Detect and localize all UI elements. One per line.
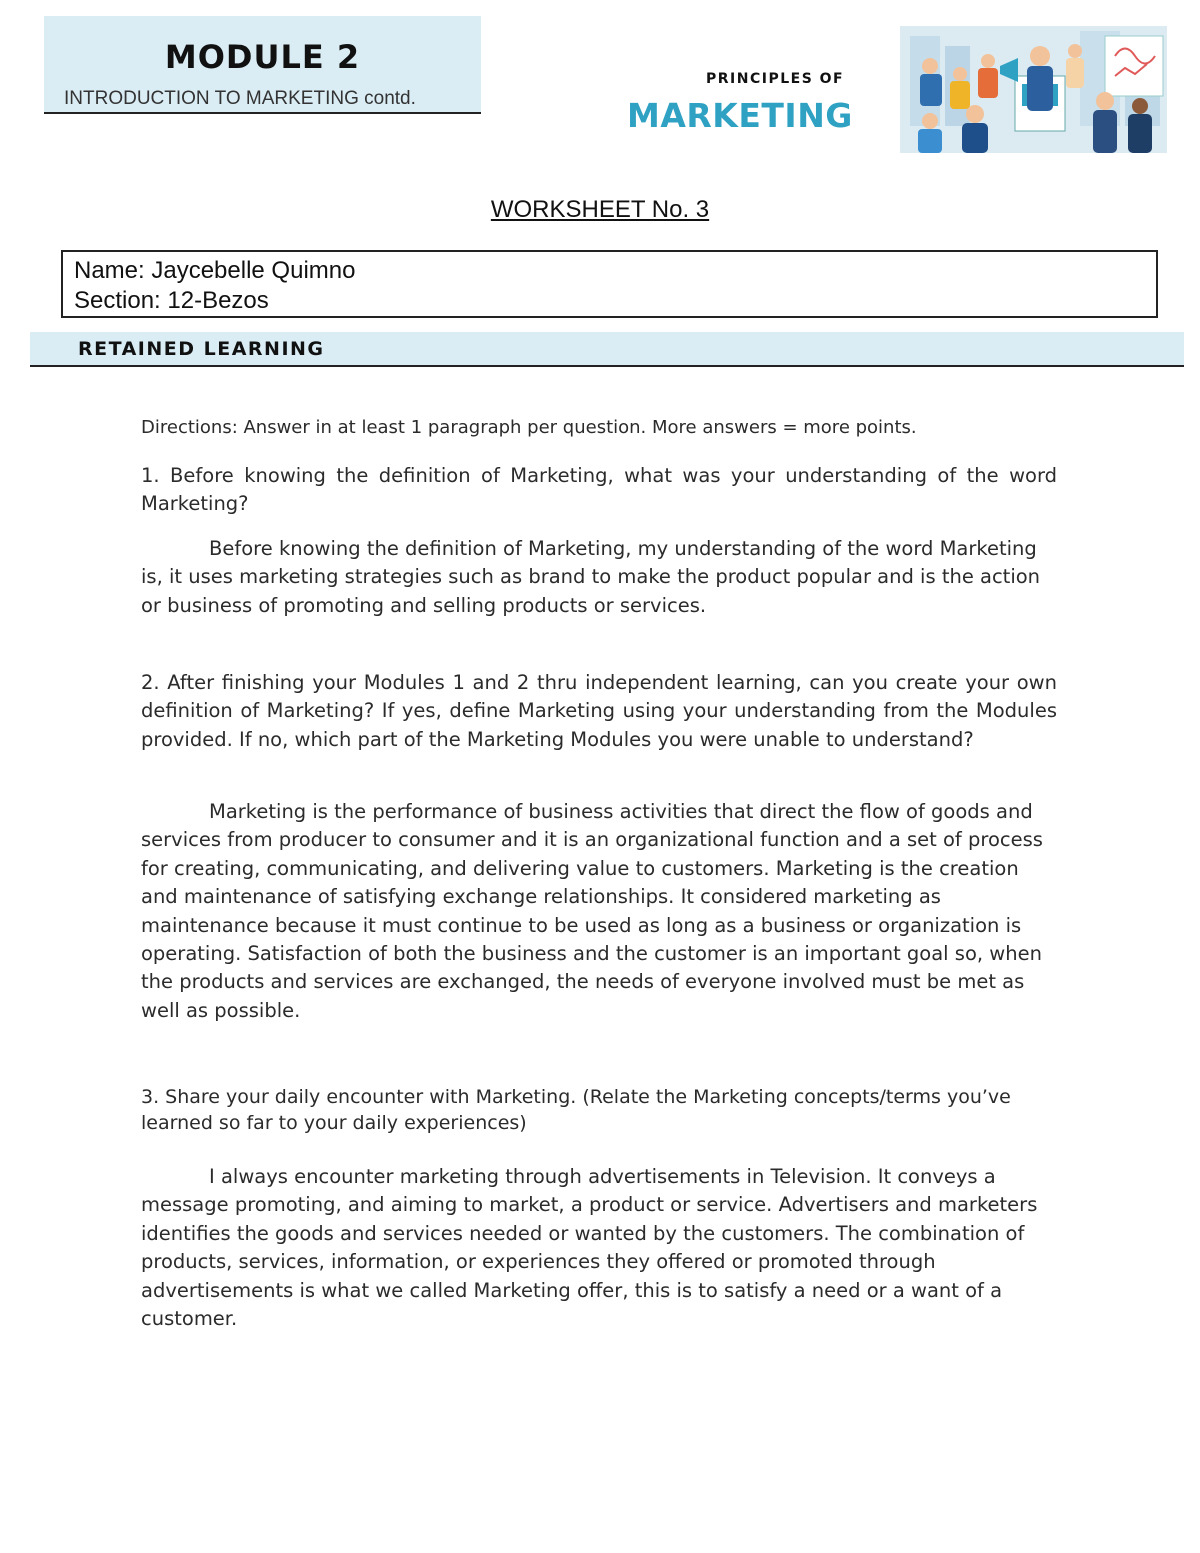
directions-paragraph: Directions: Answer in at least 1 paragraph per question. More answers = more points. [141, 417, 917, 438]
answer-2 [141, 798, 1057, 1025]
question-1-text: 1. Before knowing the definition of Marketing, what was your understanding of the word Marketing? [141, 464, 1057, 516]
answer-3 [141, 1163, 1057, 1333]
question-2 [141, 669, 1057, 754]
student-section: Section: 12-Bezos [74, 287, 269, 314]
marketing-logo-text: MARKETING [627, 96, 853, 135]
student-name: Name: Jaycebelle Quimno [74, 257, 356, 284]
question-3-text: 3. Share your daily encounter with Marketing. (Relate the Marketing concepts/terms you’ve learned so far to your daily experiences) [141, 1086, 1011, 1134]
module-header-box [44, 16, 481, 114]
student-info-box [61, 250, 1158, 318]
module-title: MODULE 2 [164, 38, 361, 76]
directions-text [141, 414, 1057, 442]
answer-2-text: Marketing is the performance of business activities that direct the flow of goods and services from producer to consumer and it is an organizational function and a set of process for creating, communicating, and delivering value to customers. Marketing is the creation and maintenance of satisfying exchange relationships. It considered marketing as maintenance because it must continue to be used as long as a business or organization is operating. Satisfaction of both the business and the customer is an important goal so, when the products and services are exchanged, the needs of everyone involved must be met as well as possible. [141, 800, 1043, 1022]
question-3 [141, 1084, 1057, 1136]
worksheet-title: WORKSHEET No. 3 [490, 196, 710, 223]
question-2-text: 2. After finishing your Modules 1 and 2 thru independent learning, can you create your own definition of Marketing? If yes, define Marketing using your understanding from the Modules provided. If no, which part of the Marketing Modules you were unable to understand? [141, 671, 1057, 751]
section-heading: RETAINED LEARNING [78, 338, 325, 360]
principles-of-label: PRINCIPLES OF [706, 71, 845, 87]
answer-1-text: Before knowing the definition of Marketing, my understanding of the word Marketing is, it uses marketing strategies such as brand to make the product popular and is the action or business of promoting and selling products or services. [141, 537, 1041, 617]
answer-1 [141, 535, 1057, 620]
question-1 [141, 462, 1057, 519]
marketing-team-illustration-icon [900, 26, 1167, 153]
section-heading-bar [30, 332, 1184, 367]
answer-3-text: I always encounter marketing through advertisements in Television. It conveys a message promoting, and aiming to market, a product or service. Advertisers and marketers identifies the goods and services needed or wanted by the customers. The combination of products, services, information, or experiences they offered or promoted through advertisements is what we called Marketing offer, this is to satisfy a need or a want of a customer. [141, 1165, 1038, 1331]
module-subtitle: INTRODUCTION TO MARKETING contd. [64, 88, 416, 109]
